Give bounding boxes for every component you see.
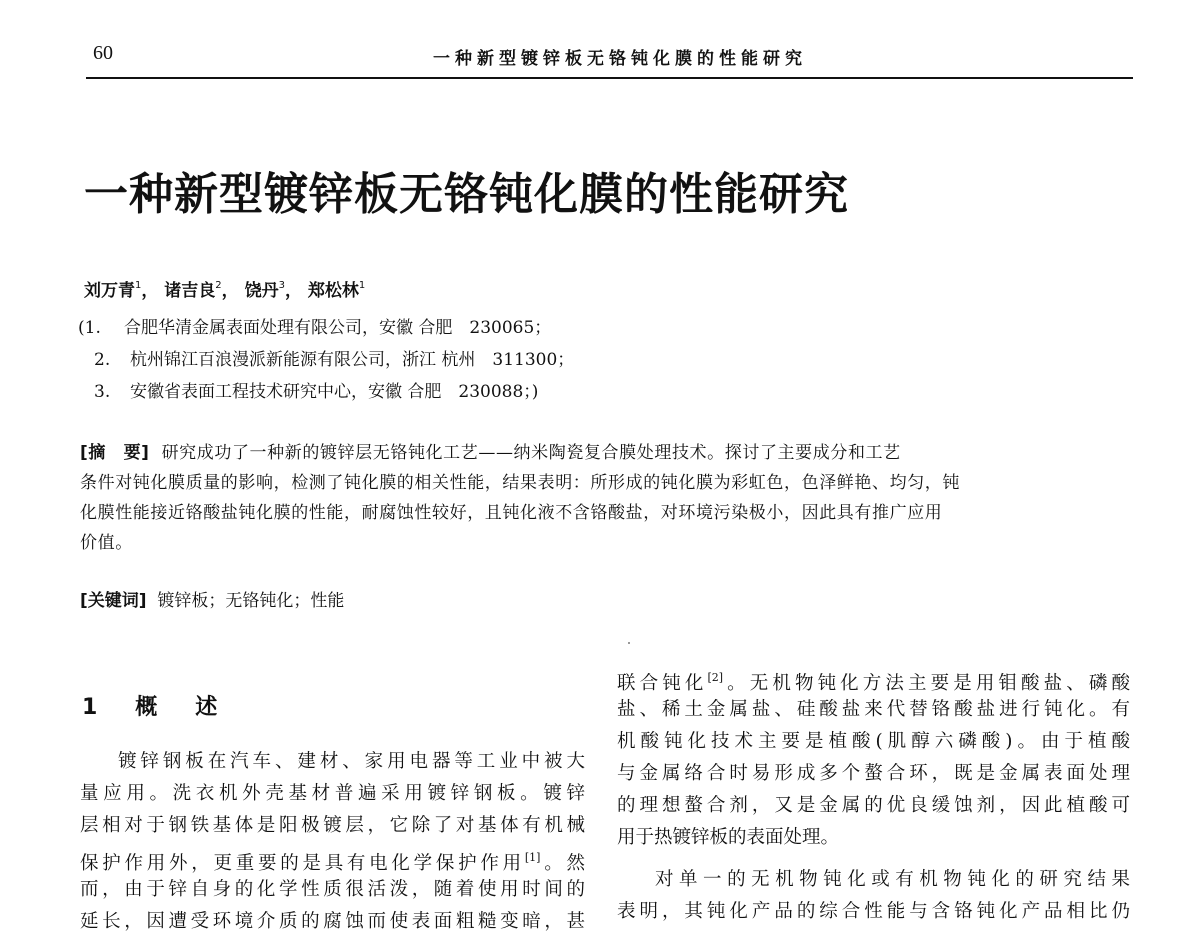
affiliation-item	[84, 344, 574, 376]
body-line	[617, 662, 1130, 694]
header-rule	[86, 77, 1133, 79]
body-text: 。然	[540, 853, 585, 874]
keywords-label: [关键词]	[80, 591, 147, 611]
body-text: 。无机物钝化方法主要是用钼酸盐、磷酸	[723, 673, 1130, 694]
abstract-line: 研究成功了一种新的镀锌层无铬钝化工艺——纳米陶瓷复合膜处理技术。探讨了主要成分和工艺	[161, 443, 901, 463]
body-line: 而，由于锌自身的化学性质很活泼，随着使用时间的	[80, 879, 585, 900]
author-name: 诸吉良	[164, 281, 216, 301]
body-line: 层相对于钢铁基体是阳极镀层，它除了对基体有机械	[80, 815, 585, 836]
affiliation-text: 杭州锦江百浪漫派新能源有限公司，浙江 杭州 311300；	[130, 350, 575, 370]
author-affil-mark: 1	[135, 280, 142, 291]
body-line: 与金属络合时易形成多个螯合环，既是金属表面处理	[617, 763, 1130, 784]
column-divider-mark	[628, 642, 630, 644]
abstract	[80, 438, 1130, 558]
affiliation-number: (1.	[78, 318, 101, 338]
body-line: 表明，其钝化产品的综合性能与含铬钝化产品相比仍	[617, 901, 1130, 922]
body-line: 延长，因遭受环境介质的腐蚀而使表面粗糙变暗，甚	[80, 911, 585, 932]
author-separator: ，	[284, 281, 302, 301]
citation-ref: [1]	[524, 851, 541, 864]
author-separator: ，	[221, 281, 239, 301]
body-column-left	[80, 746, 585, 938]
body-line: 的理想螯合剂，又是金属的优良缓蚀剂，因此植酸可	[617, 795, 1130, 816]
abstract-label: [摘 要]	[80, 443, 150, 463]
body-line: 镀锌钢板在汽车、建材、家用电器等工业中被大	[118, 751, 585, 772]
abstract-line: 价值。	[80, 533, 133, 553]
author-affil-mark: 1	[358, 280, 366, 291]
body-text: 联合钝化	[617, 673, 708, 694]
body-line: 机酸钝化技术主要是植酸(肌醇六磷酸)。由于植酸	[617, 731, 1130, 752]
page-number: 60	[93, 42, 113, 64]
paper-title: 一种新型镀锌板无铬钝化膜的性能研究	[84, 169, 849, 220]
affiliation-number: 3.	[94, 382, 111, 402]
author-separator: ，	[141, 281, 159, 301]
author-list	[84, 276, 365, 301]
affiliation-list	[78, 312, 575, 408]
author-affil-mark: 2	[215, 280, 222, 291]
body-line: 量应用。洗衣机外壳基材普遍采用镀锌钢板。镀锌	[80, 783, 585, 804]
body-line: 盐、稀土金属盐、硅酸盐来代替铬酸盐进行钝化。有	[617, 699, 1130, 720]
affiliation-item	[84, 376, 574, 408]
affiliation-number: 2.	[94, 350, 111, 370]
abstract-line: 条件对钝化膜质量的影响，检测了钝化膜的相关性能，结果表明：所形成的钝化膜为彩虹色，色泽鲜艳、均匀，钝	[80, 473, 960, 493]
keywords-text: 镀锌板；无铬钝化；性能	[157, 591, 345, 611]
body-line: 用于热镀锌板的表面处理。	[617, 827, 840, 848]
author-name: 刘万青	[84, 281, 135, 301]
affiliation-item	[78, 312, 574, 344]
affiliation-text: 合肥华清金属表面处理有限公司，安徽 合肥 230065；	[124, 318, 552, 338]
body-text: 保护作用外，更重要的是具有电化学保护作用	[80, 853, 525, 874]
body-column-right	[617, 662, 1130, 928]
author-name: 郑松林	[307, 281, 359, 301]
affiliation-text: 安徽省表面工程技术研究中心，安徽 合肥 230088；)	[130, 382, 539, 402]
body-line: 对单一的无机物钝化或有机物钝化的研究结果	[655, 869, 1130, 890]
author-name: 饶丹	[244, 281, 279, 301]
author-affil-mark: 3	[278, 280, 285, 291]
body-line	[80, 842, 585, 874]
running-head: 一种新型镀锌板无铬钝化膜的性能研究	[433, 49, 807, 69]
keywords	[80, 586, 344, 616]
citation-ref: [2]	[707, 671, 724, 684]
section-heading: 1 概 述	[82, 695, 226, 720]
abstract-line: 化膜性能接近铬酸盐钝化膜的性能，耐腐蚀性较好，且钝化液不含铬酸盐，对环境污染极小，因此具有推广应用	[80, 503, 943, 523]
